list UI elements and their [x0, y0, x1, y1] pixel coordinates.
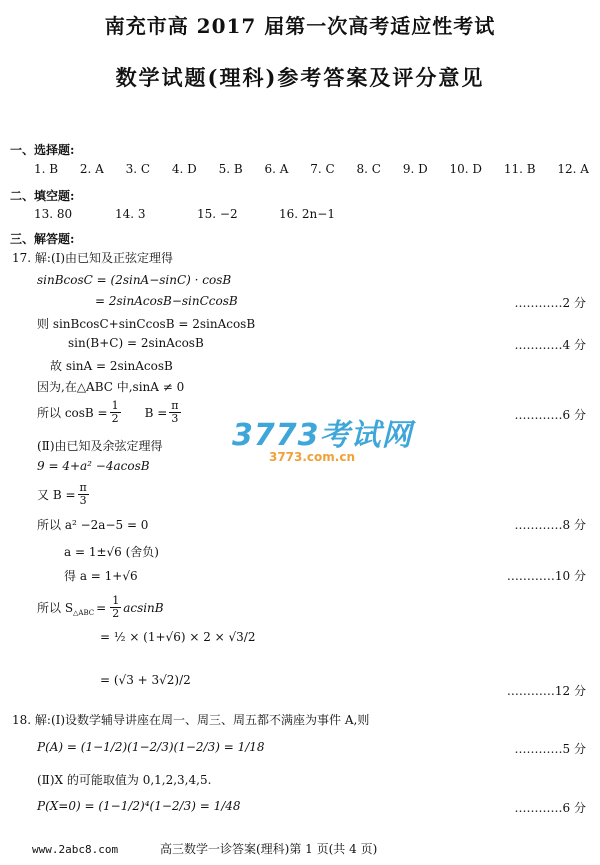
q17-part2: (Ⅱ)由已知及余弦定理得	[37, 439, 163, 453]
q17-line6: 因为,在△ABC 中,sinA ≠ 0	[37, 380, 185, 394]
page-title-line2: 数学试题(理科)参考答案及评分意见	[115, 65, 485, 90]
footer-site: www.2abc8.com	[32, 843, 119, 856]
page-title-line1: 南充市高 2017 届第一次高考适应性考试	[104, 14, 496, 38]
choice-answer: 6. A	[264, 162, 289, 176]
score-mark: …………4 分	[514, 338, 586, 352]
q17-line10: 所以 a² −2a−5 = 0	[37, 518, 149, 532]
choice-answer: 9. D	[402, 162, 428, 176]
q17-line13: 所以 S $_{\triangle ABC}$ = $\frac{1}{2}$ acsinB	[37, 594, 164, 620]
choice-answer: 11. B	[503, 162, 536, 176]
choice-answer: 7. C	[310, 162, 335, 176]
q18-line2: P(X=0) = (1−1/2)⁴(1−2/3) = 1/48	[37, 799, 241, 813]
q17-line14: = ½ × (1+√6) × 2 × √3/2	[100, 630, 256, 644]
choice-answer: 2. A	[79, 162, 104, 176]
score-mark: …………2 分	[514, 296, 586, 310]
choice-answer: 5. B	[218, 162, 243, 176]
watermark-url: 3773.com.cn	[268, 450, 356, 464]
choice-answer: 1. B	[34, 162, 59, 176]
q18-intro: 18. 解:(Ⅰ)设数学辅导讲座在周一、周三、周五都不满座为事件 A,则	[12, 713, 370, 727]
fraction-pi-third: $\frac{\pi}{3}$	[171, 399, 179, 425]
q17-cosb-label: 所以 cosB =	[37, 406, 108, 420]
q17-line4: sin(B+C) = 2sinAcosB	[68, 336, 204, 350]
section-solve-heading: 三、解答题:	[10, 232, 75, 246]
score-mark: …………6 分	[514, 408, 586, 422]
score-mark: …………10 分	[506, 569, 586, 583]
q17-line3: 则 sinBcosC+sinCcosB = 2sinAcosB	[37, 317, 256, 331]
fill-answer: 15. −2	[197, 207, 238, 221]
q17-line2: = 2sinAcosB−sinCcosB	[95, 294, 238, 308]
q17-line9	[37, 482, 91, 507]
fill-answer: 14. 3	[115, 207, 146, 221]
score-mark: …………8 分	[514, 518, 586, 532]
choice-answers-row	[34, 162, 589, 176]
choice-answer: 12. A	[557, 162, 589, 176]
watermark-logo: 3773考试网	[232, 418, 413, 453]
choice-answer: 10. D	[449, 162, 483, 176]
choice-answer: 4. D	[171, 162, 197, 176]
section-choice-heading: 一、选择题:	[10, 143, 75, 157]
score-mark: …………5 分	[514, 742, 586, 756]
fraction-one-half: $\frac{1}{2}$	[111, 399, 119, 425]
choice-answer: 8. C	[356, 162, 381, 176]
fraction-one-half: $\frac{1}{2}$	[112, 594, 120, 620]
score-mark: …………6 分	[514, 801, 586, 815]
q18-part2: (Ⅱ)X 的可能取值为 0,1,2,3,4,5.	[37, 773, 212, 787]
q17-b-given: 又 B =	[37, 488, 76, 502]
q17-line5: 故 sinA = 2sinAcosB	[50, 359, 173, 373]
section-fill-heading: 二、填空题:	[10, 189, 75, 203]
q17-line15: = (√3 + 3√2)/2	[100, 673, 191, 687]
watermark	[232, 410, 413, 464]
score-mark: …………12 分	[506, 684, 586, 698]
fraction-pi-third: $\frac{\pi}{3}$	[79, 481, 87, 507]
q17-line7	[37, 400, 183, 425]
q17-area-expr: acsinB	[123, 600, 164, 615]
q18-line1: P(A) = (1−1/2)(1−2/3)(1−2/3) = 1/18	[37, 740, 265, 754]
fill-answer: 13. 80	[34, 207, 73, 221]
q17-line8: 9 = 4+a² −4acosB	[37, 459, 150, 473]
footer-page-info: 高三数学一诊答案(理科)第 1 页(共 4 页)	[160, 842, 378, 856]
q17-intro: 17. 解:(Ⅰ)由已知及正弦定理得	[12, 251, 174, 265]
q17-line1: sinBcosC = (2sinA−sinC) · cosB	[37, 273, 232, 287]
q17-b-label: B =	[144, 405, 168, 420]
q17-line11: a = 1±√6 (舍负)	[64, 545, 159, 559]
fill-answer: 16. 2n−1	[279, 207, 335, 221]
q17-area-label: 所以 S	[37, 601, 74, 615]
q17-line12: 得 a = 1+√6	[64, 569, 138, 583]
choice-answer: 3. C	[125, 162, 151, 176]
